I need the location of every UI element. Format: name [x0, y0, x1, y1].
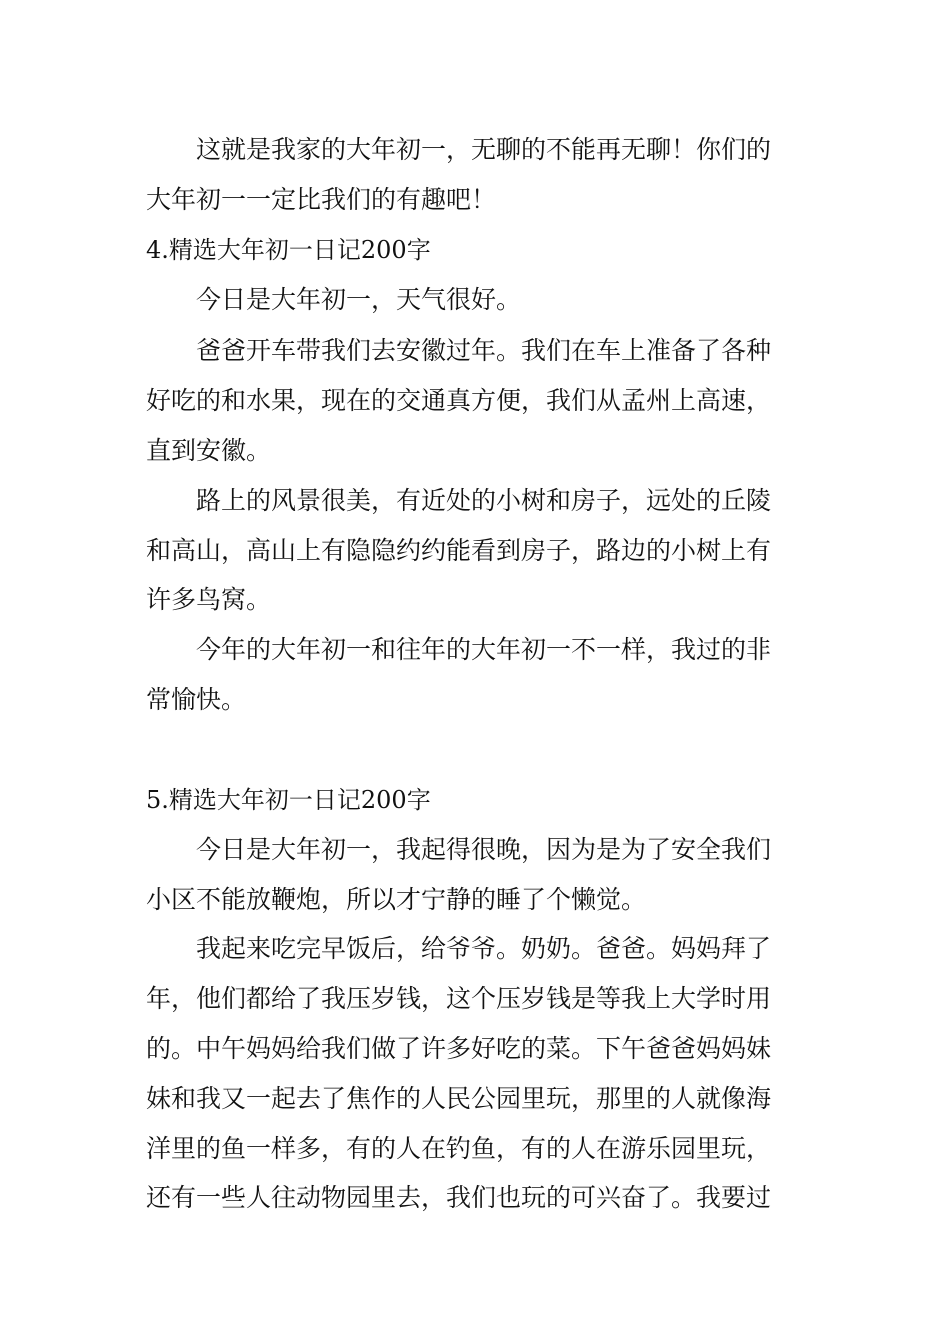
paragraph-line: 这就是我家的大年初一，无聊的不能再无聊！你们的 — [196, 135, 772, 164]
section-heading: 5.精选大年初一日记200字 — [146, 786, 431, 814]
paragraph-line: 许多鸟窝。 — [146, 585, 272, 614]
paragraph-line: 好吃的和水果，现在的交通真方便，我们从孟州上高速， — [146, 386, 772, 415]
paragraph-line: 直到安徽。 — [146, 436, 272, 465]
paragraph-line: 大年初一一定比我们的有趣吧！ — [146, 185, 497, 214]
paragraph-line: 今日是大年初一，天气很好。 — [196, 285, 522, 314]
paragraph-line: 和高山，高山上有隐隐约约能看到房子，路边的小树上有 — [146, 536, 772, 565]
paragraph-line: 的。中午妈妈给我们做了许多好吃的菜。下午爸爸妈妈妹 — [146, 1034, 772, 1063]
paragraph-line: 妹和我又一起去了焦作的人民公园里玩，那里的人就像海 — [146, 1084, 772, 1113]
paragraph-line: 爸爸开车带我们去安徽过年。我们在车上准备了各种 — [196, 336, 772, 365]
paragraph-line: 我起来吃完早饭后，给爷爷。奶奶。爸爸。妈妈拜了 — [196, 934, 772, 963]
paragraph-line: 今日是大年初一，我起得很晚，因为是为了安全我们 — [196, 835, 772, 864]
paragraph-line: 年，他们都给了我压岁钱，这个压岁钱是等我上大学时用 — [146, 984, 772, 1013]
paragraph-line: 小区不能放鞭炮，所以才宁静的睡了个懒觉。 — [146, 885, 647, 914]
paragraph-line: 洋里的鱼一样多，有的人在钓鱼，有的人在游乐园里玩， — [146, 1134, 772, 1163]
paragraph-line: 路上的风景很美，有近处的小树和房子，远处的丘陵 — [196, 486, 772, 515]
section-heading: 4.精选大年初一日记200字 — [146, 236, 431, 264]
paragraph-line: 今年的大年初一和往年的大年初一不一样，我过的非 — [196, 635, 772, 664]
paragraph-line: 常愉快。 — [146, 685, 247, 714]
paragraph-line: 还有一些人往动物园里去，我们也玩的可兴奋了。我要过 — [146, 1183, 772, 1212]
